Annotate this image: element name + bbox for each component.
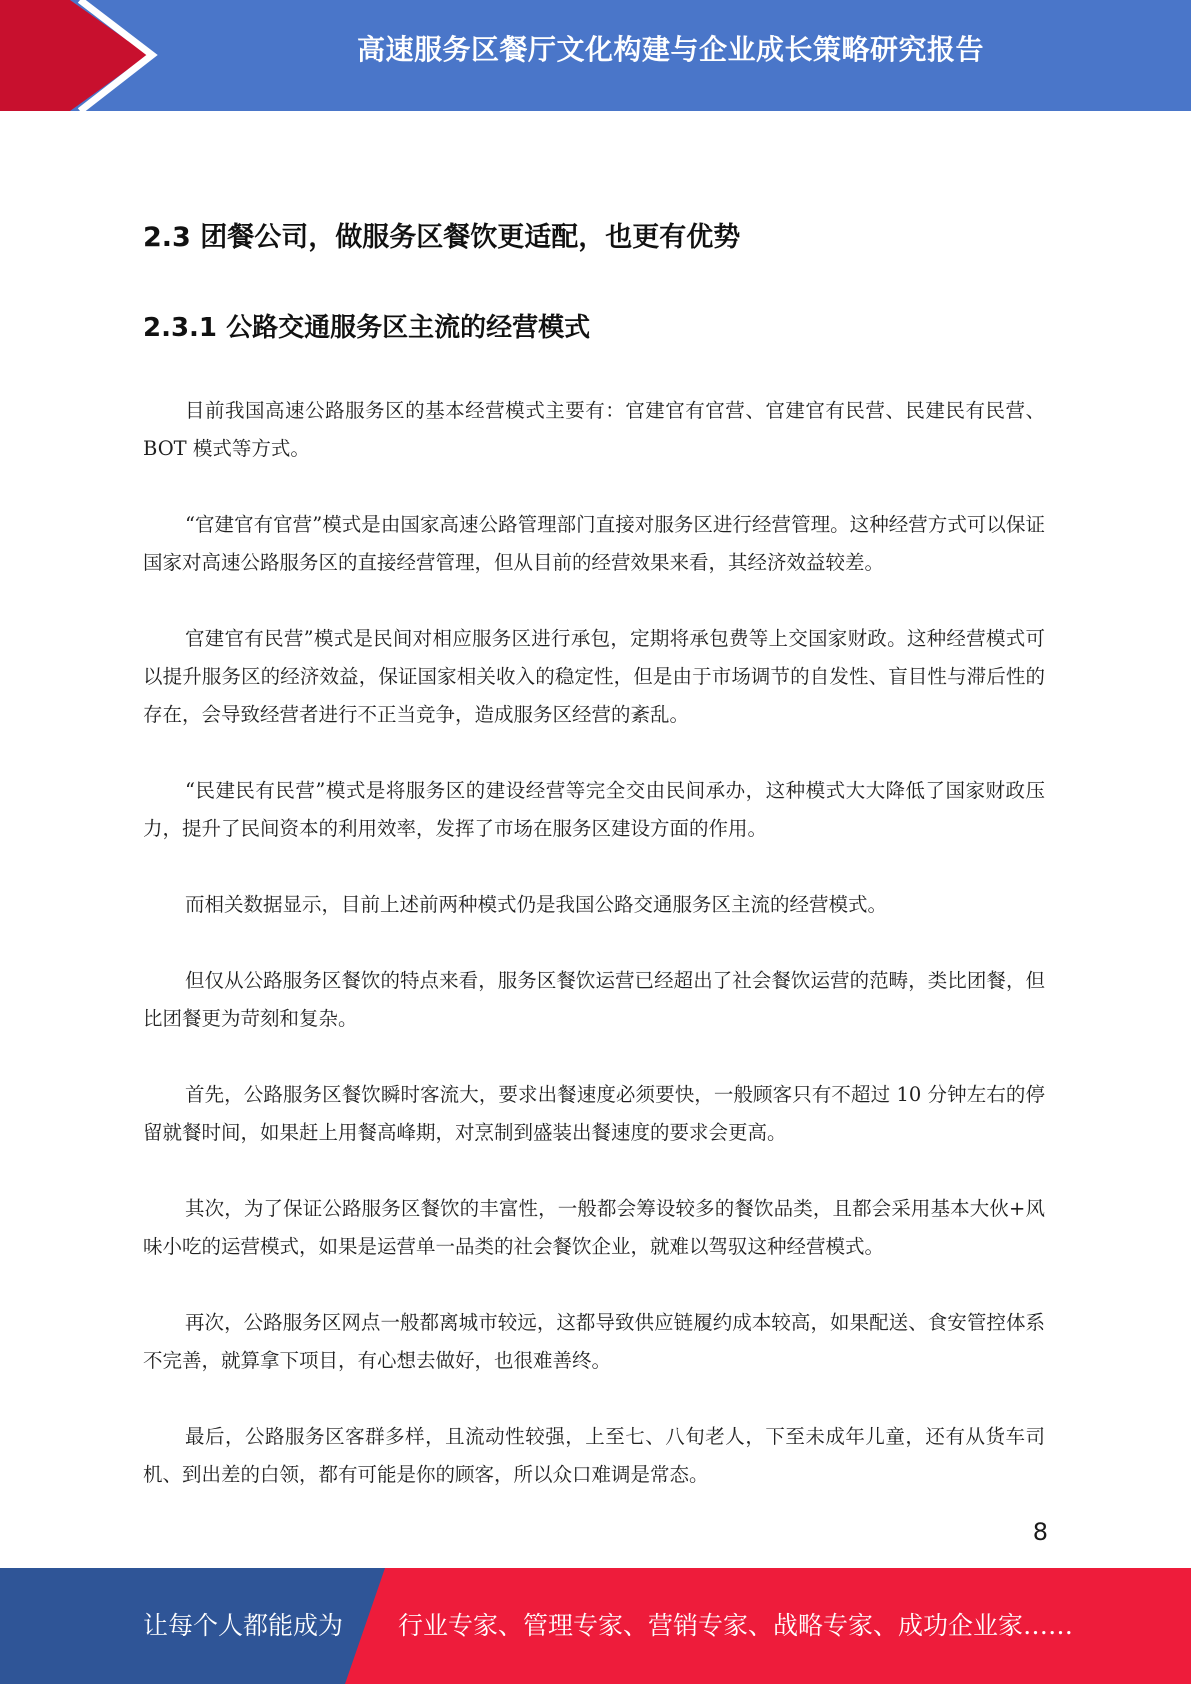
paragraph: “官建官有官营”模式是由国家高速公路管理部门直接对服务区进行经营管理。这种经营方式可以保证国家对高速公路服务区的直接经营管理，但从目前的经营效果来看，其经济效益较差。 xyxy=(143,513,1045,574)
subsection-heading: 2.3.1 公路交通服务区主流的经营模式 xyxy=(143,313,591,343)
page-number: 8 xyxy=(1032,1518,1048,1546)
paragraph: 目前我国高速公路服务区的基本经营模式主要有：官建官有官营、官建官有民营、民建民有民营、BOT 模式等方式。 xyxy=(143,399,1045,460)
footer-slogan-left: 让每个人都能成为 xyxy=(143,1611,344,1640)
paragraph: 再次，公路服务区网点一般都离城市较远，这都导致供应链履约成本较高，如果配送、食安管控体系不完善，就算拿下项目，有心想去做好，也很难善终。 xyxy=(143,1311,1045,1372)
section-heading: 2.3 团餐公司，做服务区餐饮更适配，也更有优势 xyxy=(143,222,741,253)
report-title: 高速服务区餐厅文化构建与企业成长策略研究报告 xyxy=(356,33,984,66)
footer-slogan-right: 行业专家、管理专家、营销专家、战略专家、成功企业家…… xyxy=(398,1611,1074,1640)
paragraph: 但仅从公路服务区餐饮的特点来看，服务区餐饮运营已经超出了社会餐饮运营的范畴，类比团餐，但比团餐更为苛刻和复杂。 xyxy=(143,969,1045,1030)
page-footer xyxy=(0,1568,1191,1684)
page-content xyxy=(143,212,1045,1532)
paragraph: 首先，公路服务区餐饮瞬时客流大，要求出餐速度必须要快，一般顾客只有不超过 10 分钟左右的停留就餐时间，如果赶上用餐高峰期，对烹制到盛装出餐速度的要求会更高。 xyxy=(143,1083,1045,1144)
paragraph: “民建民有民营”模式是将服务区的建设经营等完全交由民间承办，这种模式大大降低了国家财政压力，提升了民间资本的利用效率，发挥了市场在服务区建设方面的作用。 xyxy=(143,779,1045,840)
paragraph: 其次，为了保证公路服务区餐饮的丰富性，一般都会筹设较多的餐饮品类，且都会采用基本大伙+风味小吃的运营模式，如果是运营单一品类的社会餐饮企业，就难以驾驭这种经营模式。 xyxy=(143,1197,1045,1258)
body-text xyxy=(143,392,1045,1494)
paragraph: 而相关数据显示，目前上述前两种模式仍是我国公路交通服务区主流的经营模式。 xyxy=(185,893,888,916)
header-chevron-decoration xyxy=(0,0,160,111)
paragraph: 最后，公路服务区客群多样，且流动性较强，上至七、八旬老人，下至未成年儿童，还有从货车司机、到出差的白领，都有可能是你的顾客，所以众口难调是常态。 xyxy=(143,1425,1045,1486)
paragraph: 官建官有民营”模式是民间对相应服务区进行承包，定期将承包费等上交国家财政。这种经营模式可以提升服务区的经济效益，保证国家相关收入的稳定性，但是由于市场调节的自发性、盲目性与滞后性的存在，会导致经营者进行不正当竞争，造成服务区经营的紊乱。 xyxy=(143,627,1045,726)
page-header xyxy=(0,0,1191,111)
